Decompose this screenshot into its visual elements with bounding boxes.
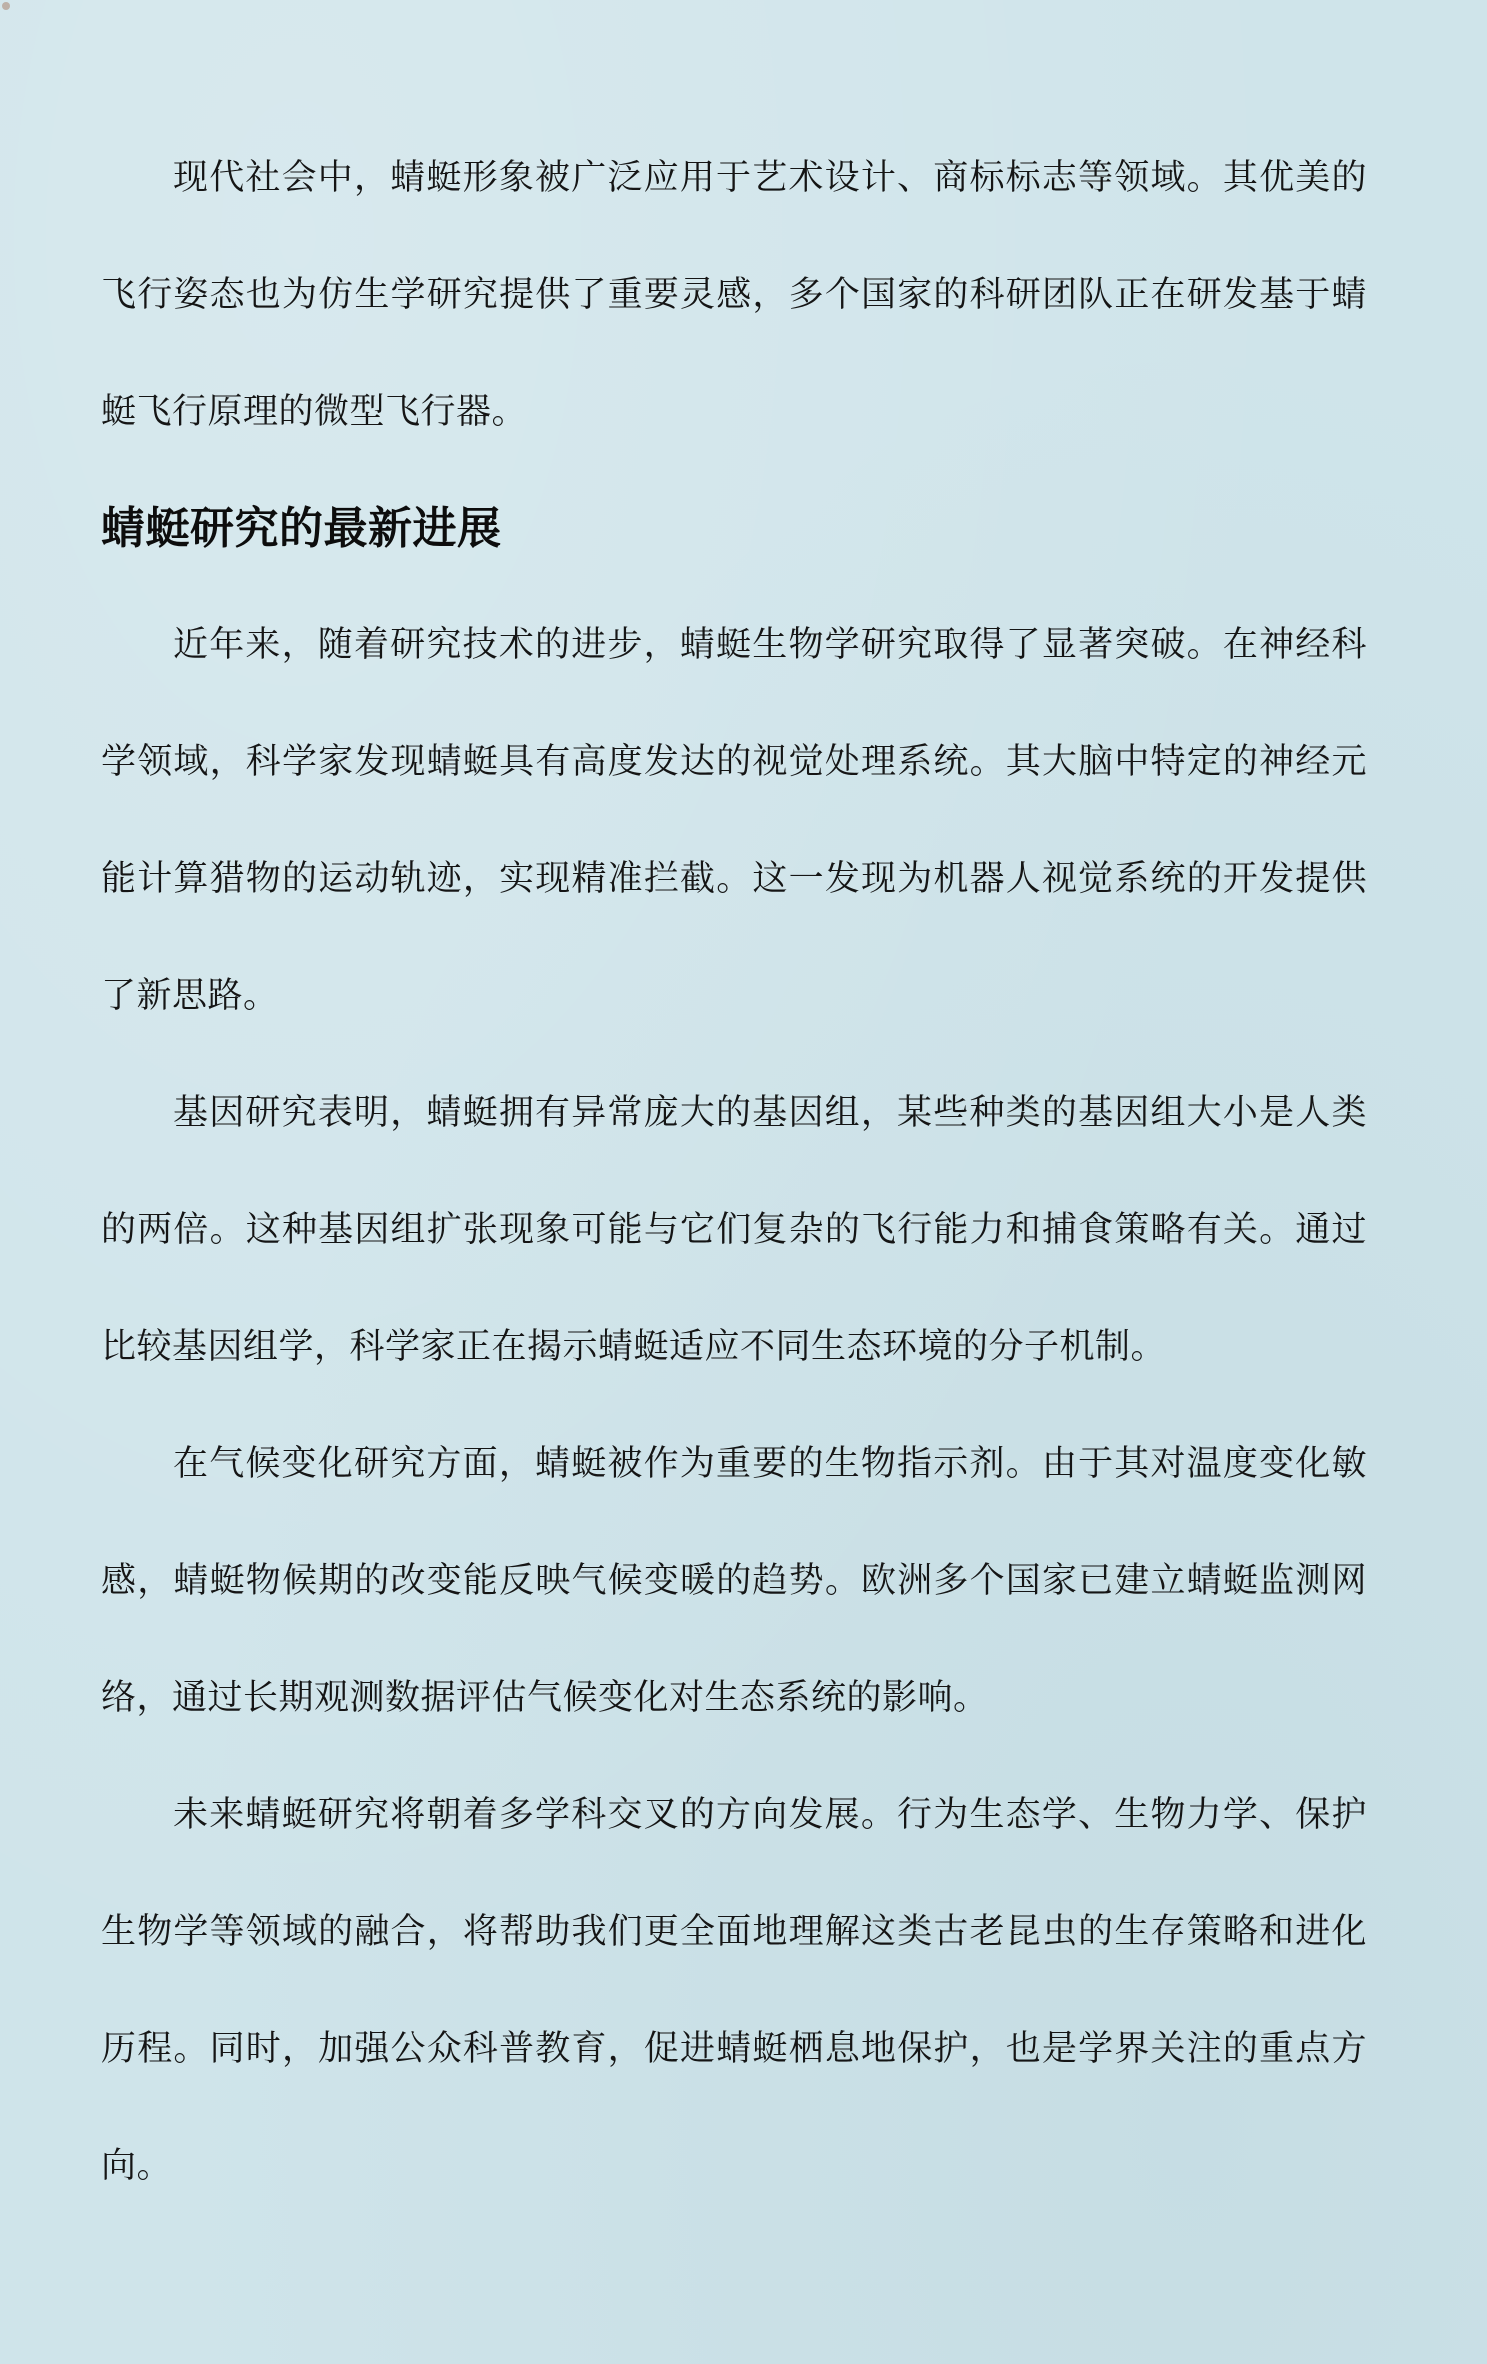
- article-body: [101, 120, 1367, 2225]
- paragraph-future: 未来蜻蜓研究将朝着多学科交叉的方向发展。行为生态学、生物力学、保护生物学等领域的融合，将帮助我们更全面地理解这类古老昆虫的生存策略和进化历程。同时，加强公众科普教育，促进蜻蜓栖息地保护，也是学界关注的重点方向。: [101, 1795, 1367, 2186]
- paragraph-neuroscience: 近年来，随着研究技术的进步，蜻蜓生物学研究取得了显著突破。在神经科学领域，科学家发现蜻蜓具有高度发达的视觉处理系统。其大脑中特定的神经元能计算猎物的运动轨迹，实现精准拦截。这一发现为机器人视觉系统的开发提供了新思路。: [101, 625, 1367, 1016]
- paragraph-bionics: 现代社会中，蜻蜓形象被广泛应用于艺术设计、商标标志等领域。其优美的飞行姿态也为仿生学研究提供了重要灵感，多个国家的科研团队正在研发基于蜻蜓飞行原理的微型飞行器。: [101, 158, 1367, 432]
- paragraph-genome: 基因研究表明，蜻蜓拥有异常庞大的基因组，某些种类的基因组大小是人类的两倍。这种基因组扩张现象可能与它们复杂的飞行能力和捕食策略有关。通过比较基因组学，科学家正在揭示蜻蜓适应不同生态环境的分子机制。: [101, 1093, 1367, 1367]
- section-heading: 蜻蜓研究的最新进展: [101, 503, 502, 554]
- paragraph-climate: 在气候变化研究方面，蜻蜓被作为重要的生物指示剂。由于其对温度变化敏感，蜻蜓物候期的改变能反映气候变暖的趋势。欧洲多个国家已建立蜻蜓监测网络，通过长期观测数据评估气候变化对生态系统的影响。: [101, 1444, 1367, 1718]
- paper-speck: [2, 2, 10, 10]
